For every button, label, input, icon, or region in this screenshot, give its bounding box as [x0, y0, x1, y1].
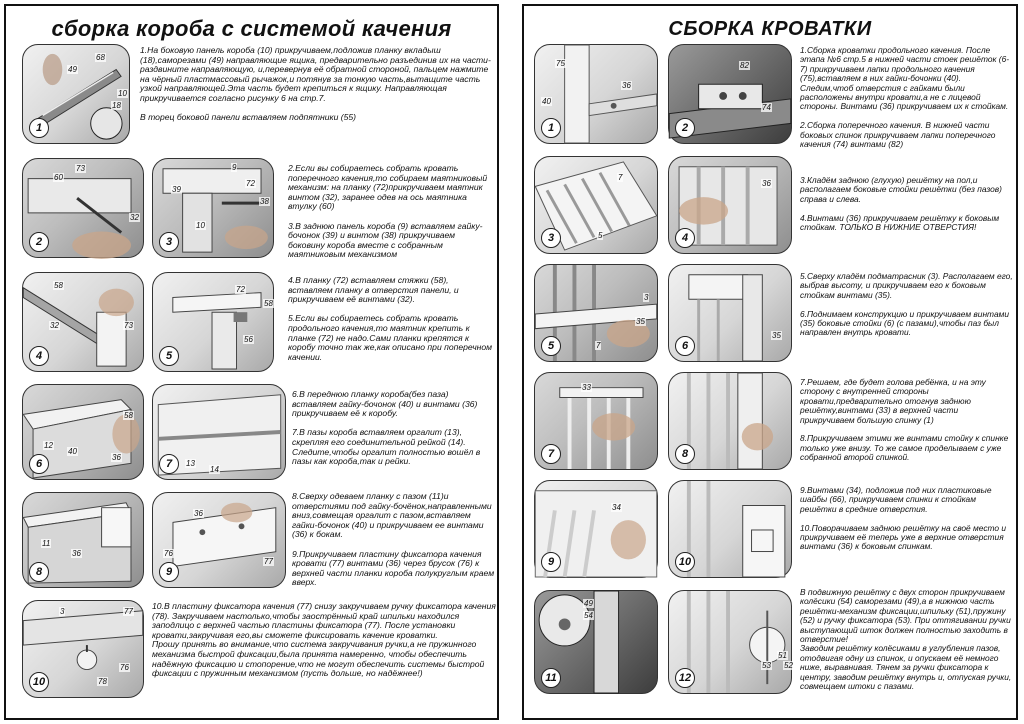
part-label: 36: [762, 179, 771, 188]
step-text-r9-r10: [800, 486, 1014, 552]
step-text-r11-r12: [800, 588, 1014, 691]
part-label: 56: [244, 335, 253, 344]
step-photo-r5: [534, 264, 658, 362]
step-instruction: 2.Если вы собираетесь собрать кровать поперечного качения,то собираем маятниковый механизм: на планку (72)прикручиваем маятник винтом (32), заранее одев на ось маятника втулку (60): [288, 163, 488, 212]
part-label: 18: [112, 101, 121, 110]
part-label: 10: [196, 221, 205, 230]
step-number: 8: [29, 562, 49, 582]
step-instruction: В подвижную решётку с двух сторон прикручиваем колёсики (54) саморезами (49),а в нижнюю часть решётки-механизм фиксации,шпильку (51),пружину (52) и ручку фиксатора (53). При оттягивании ручки выступающий шток должен полностью заходить в отверстие!: [800, 587, 1011, 645]
step-text-r3-r4: [800, 176, 1014, 232]
step-instruction: 10.Поворачиваем заднюю решётку на своё место и прикручиваем её теперь уже в верхние отверстия винтами (36) к боковым спинкам.: [800, 522, 1007, 552]
step-instruction: 8.Сверху одеваем планку с пазом (11)и отверстиями под гайку-бочёнок,направленными вниз,совмещая оргалит с пазом,вставляем гайки-бочонок (40) и прикручиваем ее винтами (36) к бокам.: [292, 491, 492, 540]
part-label: 10: [118, 89, 127, 98]
part-label: 49: [584, 599, 593, 608]
step-photo-9: [152, 492, 286, 588]
part-label: 68: [96, 53, 105, 62]
step-number: 5: [541, 336, 561, 356]
step-photo-r1: [534, 44, 658, 144]
step-text-2-3: [288, 164, 494, 260]
step-number: 10: [29, 672, 49, 692]
step-instruction: 2.Сборка поперечного качения. В нижней части боковых спинок прикручиваем лапки поперечного качения (74) винтами (82): [800, 120, 996, 150]
step-number: 1: [541, 118, 561, 138]
step-instruction: 4.Винтами (36) прикручиваем решётку к боковым стойкам. ТОЛЬКО В НИЖНИЕ ОТВЕРСТИЯ!: [800, 212, 1000, 233]
step-number: 4: [675, 228, 695, 248]
part-label: 34: [612, 503, 621, 512]
part-label: 73: [76, 164, 85, 173]
part-label: 38: [260, 197, 269, 206]
step-number: 9: [159, 562, 179, 582]
step-instruction-note: В торец боковой панели вставляем подпятники (55): [140, 112, 357, 123]
step-number: 2: [675, 118, 695, 138]
step-photo-5: [152, 272, 274, 372]
part-label: 49: [68, 65, 77, 74]
step-instruction: 7.В пазы короба вставляем оргалит (13), скрепляя его соединительной рейкой (14). Следите,чтобы оргалит полностью вошёл в пазы как короба,так и рейки.: [292, 427, 481, 467]
step-number: 6: [675, 336, 695, 356]
step-number: 10: [675, 552, 695, 572]
part-label: 75: [556, 59, 565, 68]
step-instruction: 7.Решаем, где будет голова ребёнка, и на эту сторону с внутренней стороны кровати,предварительно отогнув заднюю решётку,винтами (33) в верхней части прикручиваем большую спинку (1): [800, 377, 986, 425]
part-label: 40: [542, 97, 551, 106]
part-label: 36: [194, 509, 203, 518]
step-photo-10: [22, 600, 144, 698]
part-label: 35: [636, 317, 645, 326]
step-photo-r4: [668, 156, 792, 254]
right-page: [522, 4, 1018, 720]
step-instruction: 3.В заднюю панель короба (9) вставляем гайку-бочонок (39) и винтом (38) прикручиваем боковину короба вместе с собранным маятниковым механизмом: [288, 220, 483, 260]
part-label: 9: [232, 163, 237, 172]
step-photo-r6: [668, 264, 792, 362]
step-photo-4: [22, 272, 144, 372]
step-photo-1: [22, 44, 130, 144]
part-label: 3: [60, 607, 65, 616]
part-label: 12: [44, 441, 53, 450]
part-label: 58: [54, 281, 63, 290]
step-number: 3: [541, 228, 561, 248]
step-instruction: 10.В пластину фиксатора качения (77) снизу закручиваем ручку фиксатора качения (78). Закручиваем настолько,чтобы заострённый край шпильки находился заподлицо с верхней частью пластины фиксатора (77). После установки кровати,закручивая его,вы сможете фиксировать качение кроватки.: [152, 601, 496, 640]
step-text-r1-r2: [800, 46, 1014, 149]
left-page-title: сборка короба с системой качения: [51, 16, 452, 41]
step-photo-r2: [668, 44, 792, 144]
part-label: 36: [622, 81, 631, 90]
step-photo-r9: [534, 480, 658, 578]
part-label: 32: [130, 213, 139, 222]
part-label: 51: [778, 651, 787, 660]
step-instruction: 1.На боковую панель короба (10) прикручиваем,подложив планку вкладыш (18),саморезами (49) направляющие ящика, предварительно разъединив их на части-раздвините направляющую, и,перевернув её обратной стороной, пальцем нажмите на чёрный пластмассовый рычажок,и потянув за тонкую часть,вытащите часть узкой направляющей.Эта часть будет крепиться к ящику. Направляющая прикручивается согласно рисунку 6 на стр.7.: [140, 45, 491, 103]
step-photo-r3: [534, 156, 658, 254]
part-label: 35: [772, 331, 781, 340]
part-label: 52: [784, 661, 793, 670]
part-label: 7: [596, 341, 601, 350]
step-text-r7-r8: [800, 378, 1014, 463]
step-instruction: Заводим решётку колёсиками в углубления пазов, отодвигая одну из спинок, и опускаем её немного ниже, выравнивая. Тянем за ручки фиксатора к центру, заводим решётку внутрь и, отпуская ручки, совмещаем штоки с пазами.: [800, 643, 1012, 692]
part-label: 3: [644, 293, 649, 302]
part-label: 36: [112, 453, 121, 462]
step-photo-r7: [534, 372, 658, 470]
part-label: 72: [246, 179, 255, 188]
step-photo-r11: [534, 590, 658, 694]
part-label: 73: [124, 321, 133, 330]
step-photo-r8: [668, 372, 792, 470]
step-text-6-7: [292, 390, 494, 467]
step-text-10: [152, 602, 496, 679]
step-instruction: 5.Сверху кладём подматрасник (3). Располагаем его, выбрав высоту, и прикручиваем его к боковым стойкам винтами (35).: [800, 271, 1013, 300]
step-instruction: 9.Винтами (34), подложив под них пластиковые шайбы (66), прикручиваем спинки к стойкам решётки в средние отверстия.: [800, 485, 992, 514]
part-label: 40: [68, 447, 77, 456]
part-label: 13: [186, 459, 195, 468]
part-label: 74: [762, 103, 771, 112]
step-number: 8: [675, 444, 695, 464]
step-number: 4: [29, 346, 49, 366]
step-instruction: 1.Сборка кроватки продольного качения. После этапа №6 стр.5 в нижней части стоек решёток (6-7) прикручиваем лапки продольного качения (75),вставляем в них гайки-бочонки (40). Следим,чтоб отверстия с гайками были расположены внутри кровати,а не с лицевой стороны. Винтами (36) прикручиваем их к стойкам.: [800, 45, 1010, 112]
part-label: 82: [740, 61, 749, 70]
step-photo-6: [22, 384, 144, 480]
step-photo-2: [22, 158, 144, 258]
step-number: 12: [675, 668, 695, 688]
step-instruction: 4.В планку (72) вставляем стяжки (58), вставляем планку в отверстия панели, и прикручиваем её винтами (32).: [288, 275, 459, 305]
part-label: 54: [584, 611, 593, 620]
step-number: 7: [159, 454, 179, 474]
part-label: 14: [210, 465, 219, 474]
step-text-1: [140, 46, 492, 123]
step-instruction: 6.В переднюю планку короба(без паза) вставляем гайку-бочонок (40) и винтами (36) прикручиваем её к коробу.: [292, 389, 478, 419]
step-number: 3: [159, 232, 179, 252]
part-label: 60: [54, 173, 63, 182]
part-label: 76: [164, 549, 173, 558]
right-page-title: СБОРКА КРОВАТКИ: [668, 18, 872, 40]
step-number: 6: [29, 454, 49, 474]
step-text-4-5: [288, 276, 494, 362]
step-instruction-note: Прошу принять во внимание,что система закручивания ручки,а не пружинного механизма быстрой фиксации,была принята намеренно, чтобы обеспечить надёжную фиксацию и стопорение,что не могут обеспечить системы быстрой фиксации с пружинным механизмом (пусть дольше, но надёжнее!): [152, 639, 485, 679]
step-text-8-9: [292, 492, 496, 588]
part-label: 58: [124, 411, 133, 420]
part-label: 77: [264, 557, 273, 566]
step-photo-8: [22, 492, 144, 588]
step-instruction: 5.Если вы собираетесь собрать кровать продольного качения,то маятник крепить к планке (72) не надо.Сами планки крепятся к коробу точно так же,как описано при поперечном качении.: [288, 313, 493, 362]
step-number: 7: [541, 444, 561, 464]
part-label: 39: [172, 185, 181, 194]
step-number: 9: [541, 552, 561, 572]
step-number: 5: [159, 346, 179, 366]
part-label: 5: [598, 231, 603, 240]
step-instruction: 8.Прикручиваем этими же винтами стойку к спинке только уже внизу. То же самое проделываем с уже собранной второй спинкой.: [800, 433, 1009, 463]
step-photo-r12: [668, 590, 792, 694]
part-label: 53: [762, 661, 771, 670]
step-instruction: 6.Поднимаем конструкцию и прикручиваем винтами (35) боковые стойки (6) (с пазами),чтобы паз был направлен внутрь кровати.: [800, 308, 1009, 338]
step-photo-3: [152, 158, 274, 258]
part-label: 72: [236, 285, 245, 294]
step-text-r5-r6: [800, 272, 1014, 338]
part-label: 36: [72, 549, 81, 558]
step-number: 1: [29, 118, 49, 138]
part-label: 7: [618, 173, 623, 182]
part-label: 77: [124, 607, 133, 616]
part-label: 11: [42, 539, 51, 548]
left-page: [4, 4, 499, 720]
part-label: 58: [264, 299, 273, 308]
step-instruction: 9.Прикручиваем пластину фиксатора качения кровати (77) винтами (36) через брусок (76) к верхней части планки короба полукруглым краем вверх.: [292, 548, 495, 588]
step-photo-7: [152, 384, 286, 480]
part-label: 78: [98, 677, 107, 686]
step-number: 11: [541, 668, 561, 688]
part-label: 32: [50, 321, 59, 330]
step-instruction: 3.Кладём заднюю (глухую) решётку на пол,и располагаем боковые стойки решётки (без пазов) справа и слева.: [800, 175, 1002, 204]
part-label: 33: [582, 383, 591, 392]
step-photo-r10: [668, 480, 792, 578]
part-label: 76: [120, 663, 129, 672]
step-number: 2: [29, 232, 49, 252]
